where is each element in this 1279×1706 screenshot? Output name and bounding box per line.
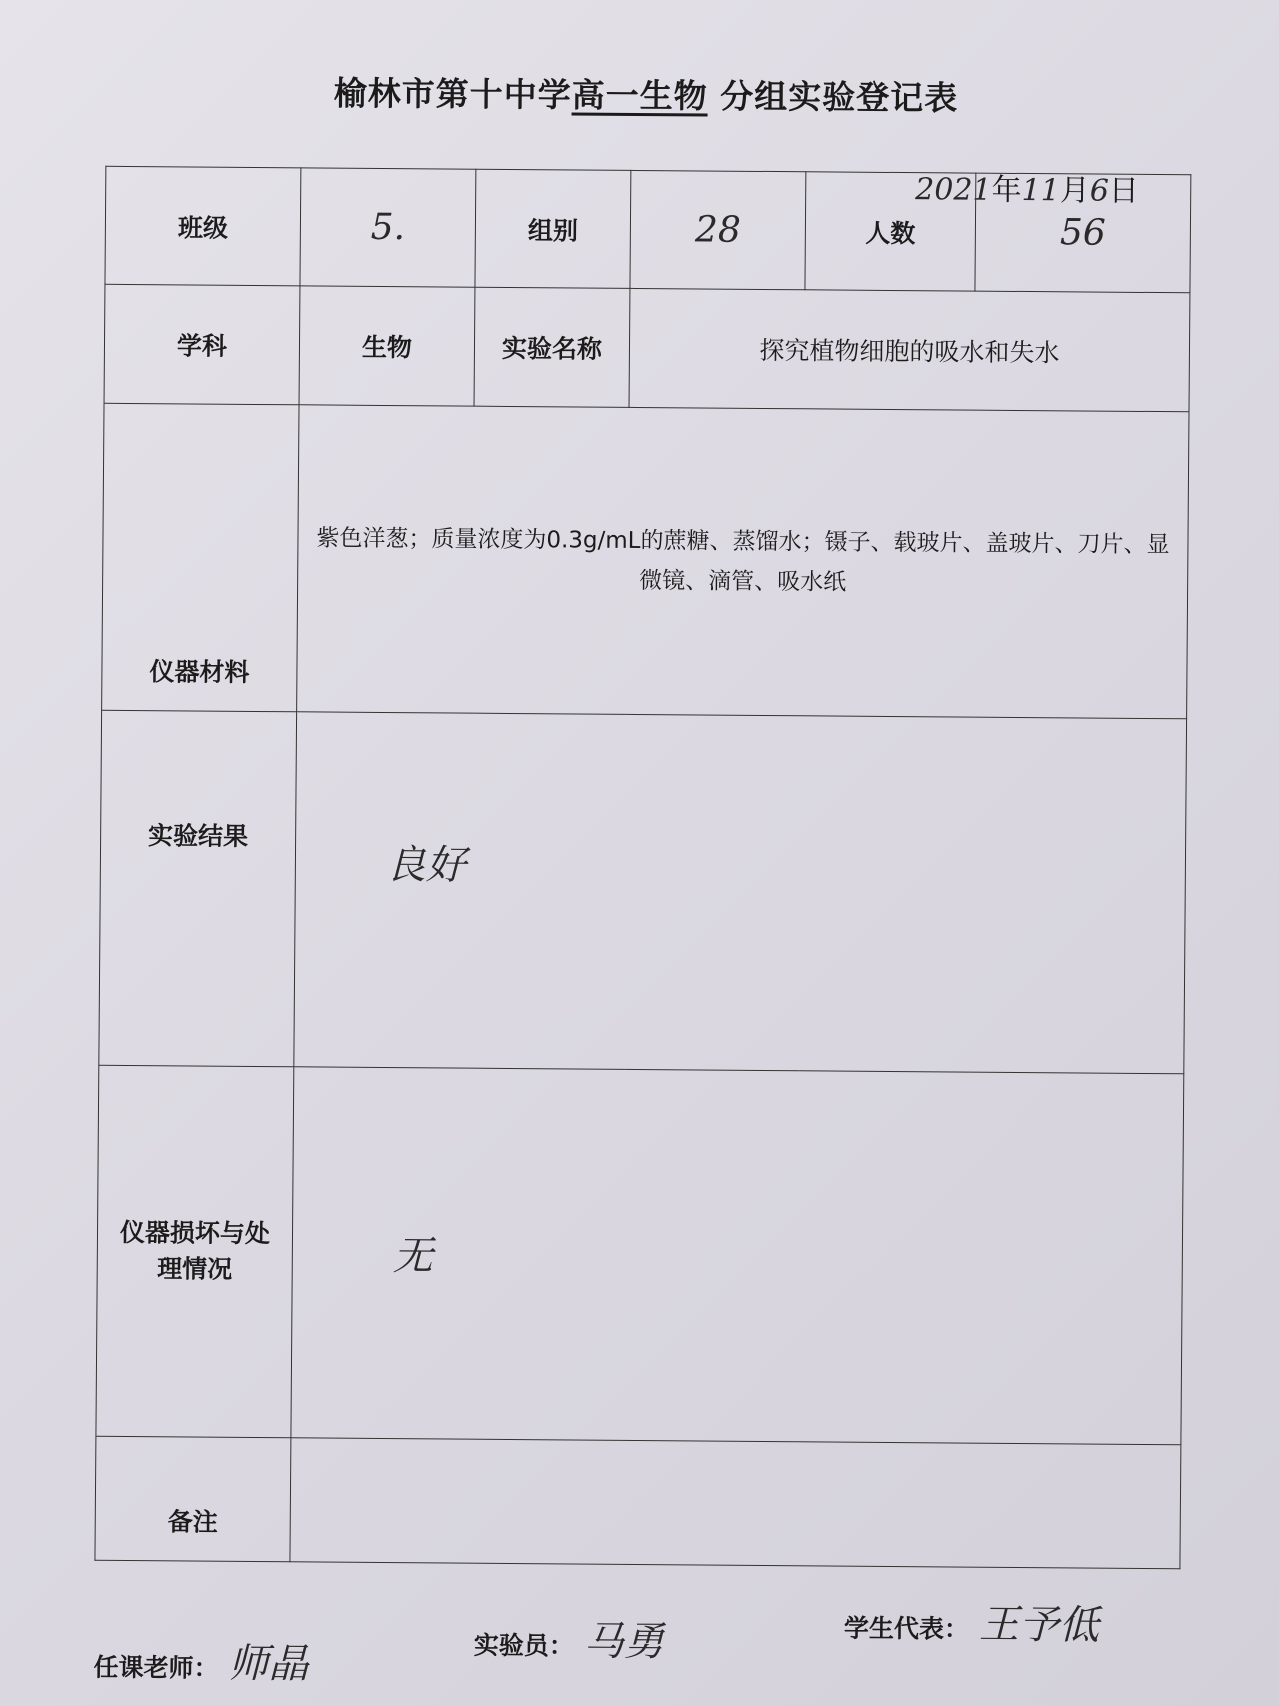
table-row [102,403,1189,718]
table-row [105,166,1191,293]
registration-table [94,166,1191,1569]
experiment-value: 探究植物细胞的吸水和失水 [629,289,1190,412]
teacher-name: 师晶 [228,1640,309,1688]
student-name: 王予低 [978,1601,1100,1649]
damage-label-line1: 仪器损坏与处 [119,1217,271,1249]
group-label: 组别 [475,169,631,289]
student-label: 学生代表： [843,1613,970,1644]
remarks-value [290,1438,1181,1569]
class-value: 5. [300,168,476,288]
result-label: 实验结果 [99,710,297,1067]
date-month: 11 [1021,172,1060,209]
lab-label: 实验员： [473,1630,574,1661]
table-row [99,710,1187,1074]
title-rest: 分组实验登记表 [720,76,959,118]
experiment-label: 实验名称 [474,288,630,408]
title-grade-subject: 高一生物 [571,75,708,116]
subject-value: 生物 [299,286,475,406]
class-label: 班级 [105,166,301,286]
table-row [96,1065,1184,1445]
damage-label [96,1065,294,1438]
group-value: 28 [630,170,806,290]
lab-signature [474,1609,664,1667]
materials-label: 仪器材料 [102,403,299,711]
materials-value: 紫色洋葱；质量浓度为0.3g/mL的蔗糖、蒸馏水；镊子、载玻片、盖玻片、刀片、显微镜、滴管、吸水纸 [297,405,1189,719]
student-signature [844,1592,1099,1651]
count-label: 人数 [805,172,976,292]
result-value: 良好 [294,711,1187,1073]
table-row [104,285,1190,412]
teacher-label: 任课老师： [93,1652,219,1683]
teacher-signature [93,1631,308,1690]
title-school: 榆林市第十中学 [333,73,572,115]
date-year-unit: 年 [991,172,1022,208]
form-title [66,65,1226,121]
table-row [95,1436,1181,1568]
signature-row [54,1601,1215,1688]
subject-label: 学科 [104,285,300,405]
date-month-unit: 月 [1059,173,1090,209]
remarks-label: 备注 [95,1436,291,1561]
damage-label-line2: 理情况 [157,1254,233,1284]
date-year: 2021 [915,172,992,208]
date-day-unit: 日 [1108,173,1140,209]
damage-value: 无 [291,1067,1184,1445]
form-sheet [53,15,1226,1694]
lab-name: 马勇 [583,1618,665,1666]
date-day: 6 [1089,173,1110,209]
count-value: 56 [975,173,1191,293]
